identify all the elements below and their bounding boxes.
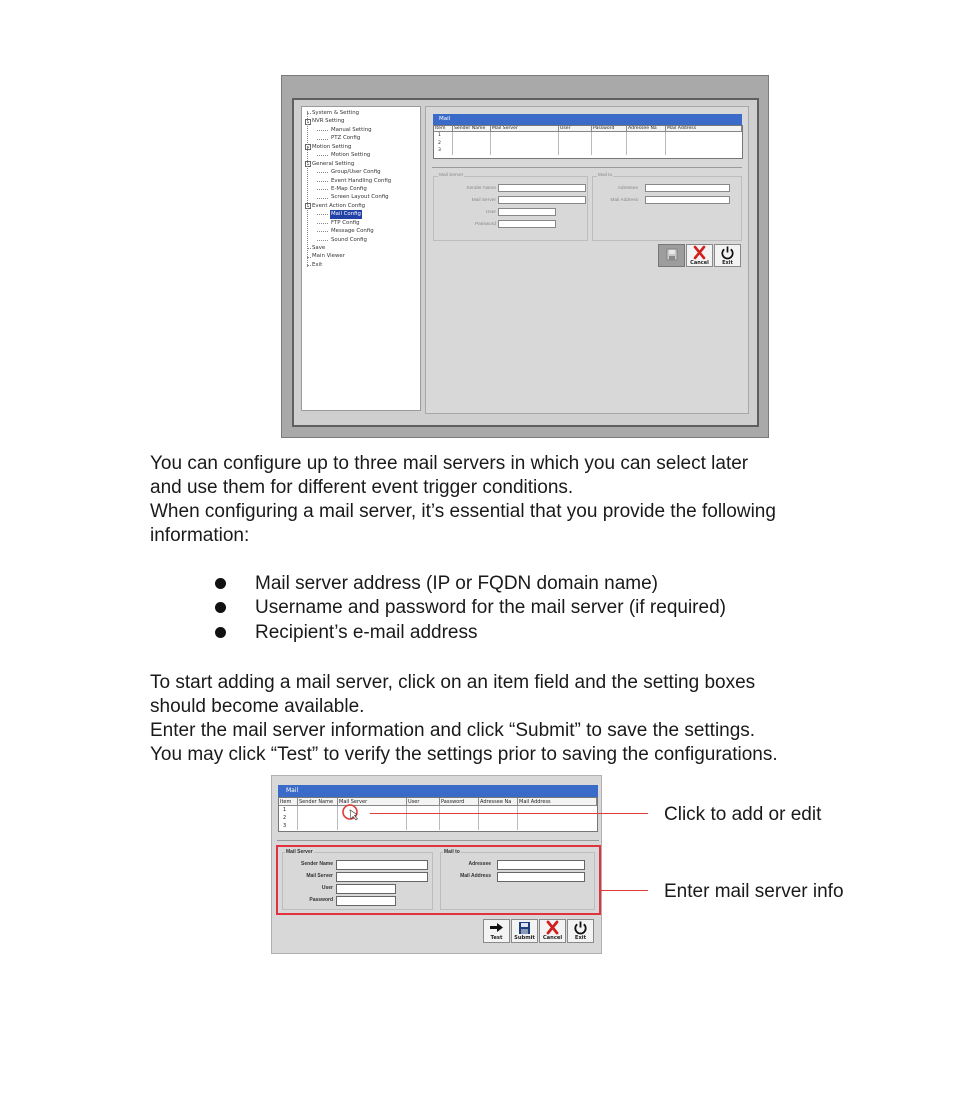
exit-button[interactable]: [567, 919, 594, 943]
tree-item-label: FTP Config: [331, 219, 360, 226]
tree-item[interactable]: [302, 236, 420, 244]
disabled-submit-button[interactable]: [658, 244, 685, 267]
mail-server-field[interactable]: [498, 196, 586, 204]
tree-item-label: Motion Setting: [331, 152, 371, 159]
separator: [277, 840, 599, 841]
paragraph-1-line-2: and use them for different event trigger conditions.: [150, 477, 574, 498]
tree-item[interactable]: [302, 210, 420, 218]
table-column-divider: [591, 132, 592, 155]
tree-item-label: NVR Setting: [312, 118, 345, 125]
mail-server-group: [433, 173, 588, 241]
mail-title-bar: Mail: [433, 114, 742, 125]
mail-to-group-title: Mail to: [444, 849, 460, 855]
table-column-header[interactable]: Mail Address: [666, 126, 742, 132]
table-row[interactable]: 2: [283, 815, 287, 821]
test-button-label: Test: [490, 935, 503, 941]
bullet-icon: [215, 602, 226, 613]
mail-server-field[interactable]: [336, 872, 428, 882]
paragraph-2-line-1: To start adding a mail server, click on an item field and the setting boxes: [150, 672, 756, 693]
tree-connector: [317, 223, 328, 224]
mail-title-bar: Mail: [278, 785, 598, 797]
table-column-header[interactable]: Password: [592, 126, 627, 132]
table-row[interactable]: 1: [438, 133, 441, 138]
tree-item-label: System & Setting: [312, 110, 360, 116]
tree-item[interactable]: [302, 185, 420, 193]
table-column-divider: [439, 806, 440, 830]
exit-button[interactable]: [714, 244, 741, 267]
cancel-button[interactable]: [539, 919, 566, 943]
tree-item[interactable]: [302, 227, 420, 235]
callout-line-enter: [600, 890, 648, 891]
callout-click-text: Click to add or edit: [664, 804, 822, 825]
mail-to-group: [440, 849, 595, 910]
sender-name-field[interactable]: [336, 860, 428, 870]
mail-server-group-title: Mail Server: [439, 173, 464, 178]
tree-item[interactable]: [302, 193, 420, 201]
tree-item-label: Motion Setting: [312, 143, 352, 150]
tree-item[interactable]: [302, 160, 420, 168]
tree-item[interactable]: [302, 261, 420, 269]
bullet-icon: [215, 627, 226, 638]
tree-item-label: Group/User Config: [331, 169, 381, 176]
tree-item-label: Event Action Config: [312, 202, 366, 209]
table-column-header[interactable]: Item: [434, 126, 453, 132]
tree-item[interactable]: [302, 117, 420, 125]
table-column-header[interactable]: Mail Server: [338, 798, 407, 806]
tree-item-label: PTZ Config: [331, 135, 361, 142]
screenshot-mail-config-overview: [281, 75, 769, 438]
screenshot-mail-config-detail: [271, 775, 602, 954]
adressee-field[interactable]: [645, 184, 730, 192]
tree-item[interactable]: [302, 134, 420, 142]
password-label: Password: [474, 222, 496, 227]
tree-item[interactable]: [302, 126, 420, 134]
tree-connector: [317, 181, 328, 182]
submit-button[interactable]: [511, 919, 538, 943]
tree-item-label: Main Viewer: [312, 253, 345, 260]
tree-expander-icon[interactable]: -: [305, 119, 311, 125]
table-column-divider: [665, 132, 666, 155]
mail-address-label: Mail Address: [610, 198, 638, 203]
paragraph-2-line-4: You may click “Test” to verify the settings prior to saving the configurations.: [150, 744, 778, 765]
table-row[interactable]: 3: [438, 148, 441, 153]
table-column-header[interactable]: User: [407, 798, 440, 806]
disk-icon: [512, 920, 537, 935]
tree-item[interactable]: [302, 143, 420, 151]
tree-item[interactable]: [302, 168, 420, 176]
mail-server-table[interactable]: [278, 797, 598, 832]
tree-item-label: Message Config: [331, 228, 374, 235]
tree-item-label: Exit: [312, 261, 323, 268]
table-column-header[interactable]: Adressee Na: [479, 798, 518, 806]
table-column-header[interactable]: Mail Address: [518, 798, 597, 806]
cancel-button[interactable]: [686, 244, 713, 267]
cancel-button-label: Cancel: [542, 935, 563, 941]
adressee-label: Adressee: [468, 861, 491, 867]
mail-server-label: Mail Server: [306, 873, 333, 879]
adressee-label: Adressee: [617, 186, 638, 191]
tree-connector: [317, 130, 328, 131]
mail-to-group: [592, 173, 742, 241]
tree-item[interactable]: [302, 219, 420, 227]
table-row[interactable]: 3: [283, 823, 287, 829]
test-button[interactable]: [483, 919, 510, 943]
exit-button-label: Exit: [722, 260, 733, 266]
cursor-highlight-icon: [338, 800, 366, 826]
tree-connector: [317, 172, 328, 173]
tree-item-label: Mail Config: [331, 211, 361, 218]
tree-item-label: General Setting: [312, 160, 355, 167]
table-column-divider: [452, 132, 453, 155]
bullet-icon: [215, 578, 226, 589]
password-field[interactable]: [498, 220, 556, 228]
tree-connector: [317, 198, 328, 199]
callout-enter-text: Enter mail server info: [664, 881, 844, 902]
mail-address-field[interactable]: [497, 872, 585, 882]
table-column-divider: [490, 132, 491, 155]
tree-connector: [317, 189, 328, 190]
table-column-header[interactable]: Sender Name: [298, 798, 338, 806]
table-column-header[interactable]: Mail Server: [491, 126, 559, 132]
tree-item[interactable]: [302, 109, 420, 117]
table-column-header[interactable]: Item: [279, 798, 298, 806]
arrow-right-icon: [484, 920, 509, 935]
close-icon: [540, 920, 565, 935]
close-icon: [687, 245, 712, 260]
mail-address-field[interactable]: [645, 196, 730, 204]
tree-connector: [317, 240, 328, 241]
tree-item[interactable]: [302, 151, 420, 159]
tree-item-label: Screen Layout Config: [331, 194, 389, 201]
paragraph-1-line-4: information:: [150, 525, 250, 546]
paragraph-1-line-3: When configuring a mail server, it’s essential that you provide the following: [150, 501, 776, 522]
exit-button-label: Exit: [574, 935, 587, 941]
callout-line-click: [370, 813, 648, 814]
submit-button-label: Submit: [514, 935, 535, 941]
tree-item[interactable]: [302, 244, 420, 252]
mail-address-label: Mail Address: [460, 873, 491, 879]
settings-tree[interactable]: [301, 106, 421, 411]
mail-config-panel: [425, 106, 749, 414]
user-label: User: [485, 210, 496, 215]
mail-server-group: [282, 849, 433, 910]
table-column-header[interactable]: Adressee Na: [627, 126, 666, 132]
tree-expander-icon[interactable]: -: [305, 161, 311, 167]
tree-connector: [307, 111, 308, 267]
bullet-item: Mail server address (IP or FQDN domain name): [255, 573, 658, 594]
password-label: Password: [309, 897, 333, 903]
tree-expander-icon[interactable]: -: [305, 144, 311, 150]
sender-name-field[interactable]: [498, 184, 586, 192]
tree-item-label: Manual Setting: [331, 126, 372, 133]
app-window: [292, 98, 759, 427]
user-field[interactable]: [498, 208, 556, 216]
tree-item[interactable]: [302, 202, 420, 210]
adressee-field[interactable]: [497, 860, 585, 870]
sender-name-label: Sender Name: [301, 861, 333, 867]
tree-item-label: Sound Config: [331, 236, 367, 243]
table-column-divider: [558, 132, 559, 155]
table-column-header[interactable]: User: [559, 126, 592, 132]
table-column-divider: [626, 132, 627, 155]
sender-name-label: Sender Name: [466, 186, 496, 191]
tree-item-label: Save: [312, 245, 326, 251]
tree-item-label: E-Map Config: [331, 185, 367, 192]
mail-server-label: Mail Server: [471, 198, 496, 203]
power-icon: [715, 245, 740, 260]
paragraph-2-line-2: should become available.: [150, 696, 365, 717]
cancel-button-label: Cancel: [690, 260, 709, 266]
user-label: User: [321, 885, 333, 891]
bullet-item: Username and password for the mail server (if required): [255, 597, 726, 618]
table-column-header[interactable]: Password: [440, 798, 479, 806]
password-field[interactable]: [336, 896, 396, 906]
tree-connector: [317, 214, 328, 215]
table-row[interactable]: 2: [438, 140, 441, 146]
separator: [432, 167, 742, 168]
table-row[interactable]: 1: [283, 807, 287, 813]
tree-item-label: Event Handling Config: [331, 177, 392, 184]
bullet-item: Recipient’s e-mail address: [255, 622, 478, 643]
table-column-divider: [406, 806, 407, 830]
tree-item[interactable]: [302, 177, 420, 185]
tree-connector: [317, 139, 328, 140]
tree-item[interactable]: [302, 252, 420, 260]
mail-server-group-title: Mail Server: [286, 849, 313, 855]
tree-connector: [317, 231, 328, 232]
user-field[interactable]: [336, 884, 396, 894]
table-column-divider: [517, 806, 518, 830]
table-column-divider: [478, 806, 479, 830]
power-icon: [568, 920, 593, 935]
tree-connector: [317, 155, 328, 156]
table-column-divider: [297, 806, 298, 830]
disk-icon: [659, 245, 686, 268]
paragraph-1-line-1: You can configure up to three mail servers in which you can select later: [150, 453, 749, 474]
mail-to-group-title: Mail to: [598, 173, 613, 178]
paragraph-2-line-3: Enter the mail server information and click “Submit” to save the settings.: [150, 720, 756, 741]
mail-server-table[interactable]: [433, 125, 743, 159]
tree-expander-icon[interactable]: -: [305, 203, 311, 209]
table-column-header[interactable]: Sender Name: [453, 126, 491, 132]
